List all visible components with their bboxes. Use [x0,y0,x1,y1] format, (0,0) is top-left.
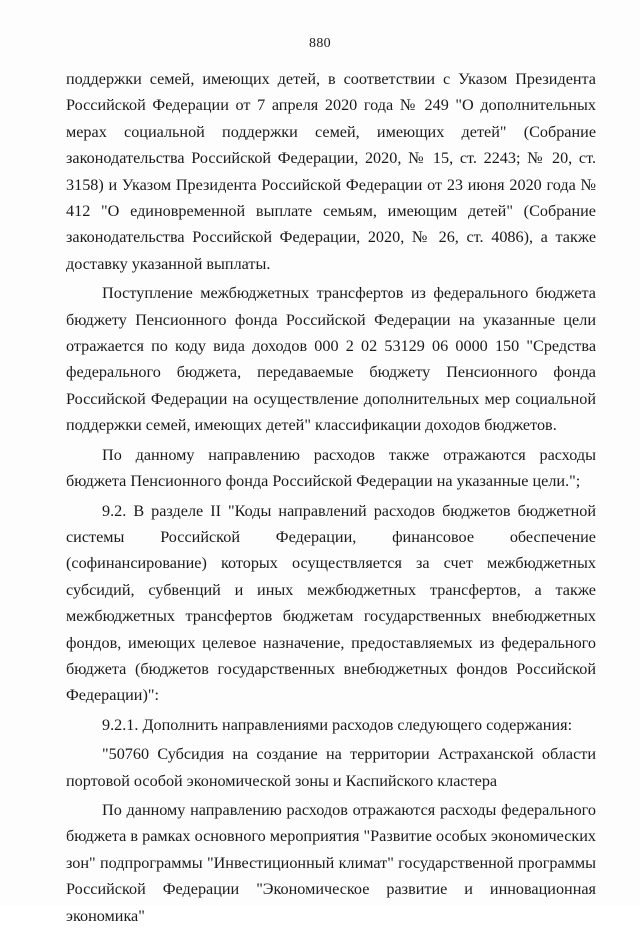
paragraph-4: 9.2. В разделе II "Коды направлений расходов бюджетов бюджетной системы Российской Федерации, финансовое обеспечение (софинансирование) которых осуществляется за счет межбюджетных субсидий, субвенций и иных межбюджетных трансфертов, а также межбюджетных трансфертов бюджетам государственных внебюджетных фондов, имеющих целевое назначение, предоставляемых из федерального бюджета (бюджетов государственных внебюджетных фондов Российской Федерации)": [66,501,596,705]
document-body [66,66,596,929]
paragraph-3: По данному направлению расходов также отражаются расходы бюджета Пенсионного фонда Российской Федерации на указанные цели."; [66,445,596,491]
paragraph-7: По данному направлению расходов отражаются расходы федерального бюджета в рамках основного мероприятия "Развитие особых экономических зон" подпрограммы "Инвестиционный климат" государственной программы Российской Федерации "Экономическое развитие и инновационная экономика" [66,800,596,925]
paragraph-1: поддержки семей, имеющих детей, в соответствии с Указом Президента Российской Федерации от 7 апреля 2020 года № 249 "О дополнительных мерах социальной поддержки семей, имеющих детей" (Собрание законодательства Российской Федерации, 2020, № 15, ст. 2243; № 20, ст. 3158) и Указом Президента Российской Федерации от 23 июня 2020 года № 412 "О единовременной выплате семьям, имеющим детей" (Собрание законодательства Российской Федерации, 2020, № 26, ст. 4086), а также доставку указанной выплаты. [66,70,596,273]
paragraph-2: Поступление межбюджетных трансфертов из федерального бюджета бюджету Пенсионного фонда Российской Федерации на указанные цели отражается по коду вида доходов 000 2 02 53129 06 0000 150 "Средства федерального бюджета, передаваемые бюджету Пенсионного фонда Российской Федерации на осуществление дополнительных мер социальной поддержки семей, имеющих детей" классификации доходов бюджетов. [66,284,596,435]
page-number: 880 [309,36,331,51]
paragraph-5: 9.2.1. Дополнить направлениями расходов следующего содержания: [102,715,573,734]
paragraph-6: "50760 Субсидия на создание на территории Астраханской области портовой особой экономической зоны и Каспийского кластера [66,745,596,790]
